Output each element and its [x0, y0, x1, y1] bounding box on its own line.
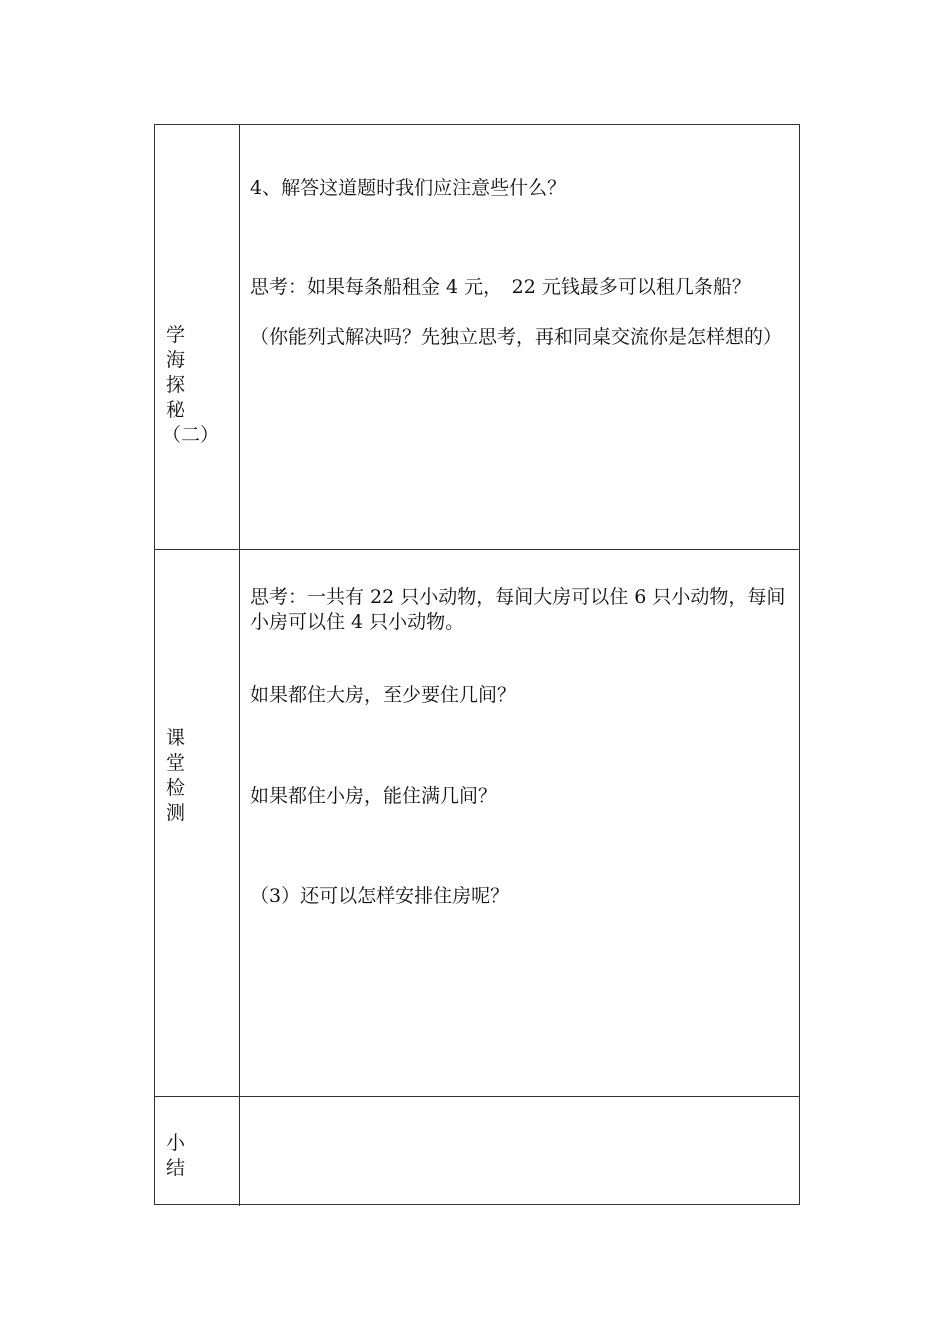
label-char: 学 — [166, 324, 186, 346]
section-label-summary — [166, 1131, 185, 1181]
label-char: 探 — [166, 374, 186, 396]
question-paragraph: （你能列式解决吗？先独立思考，再和同桌交流你是怎样想的） — [250, 326, 783, 348]
section-label-cell — [155, 125, 240, 549]
label-char: 结 — [166, 1157, 186, 1179]
section-row-summary — [155, 1096, 799, 1206]
section-content-cell — [240, 125, 799, 549]
section-content-cell — [240, 550, 799, 1096]
label-char: 测 — [166, 802, 186, 824]
question-paragraph: 思考：如果每条船租金 4 元， 22 元钱最多可以租几条船？ — [250, 276, 751, 298]
section-row-explore — [155, 125, 799, 549]
question-paragraph: 如果都住小房，能住满几间？ — [250, 785, 498, 807]
section-label-cell — [155, 1097, 240, 1206]
question-paragraph: 如果都住大房，至少要住几间？ — [250, 684, 517, 706]
worksheet-table — [154, 124, 800, 1205]
question-paragraph: 思考：一共有 22 只小动物，每间大房可以住 6 只小动物，每间小房可以住 4 只小动物。 — [250, 586, 786, 633]
summary-answer-area[interactable] — [240, 1097, 799, 1206]
label-char: 小 — [166, 1132, 186, 1154]
label-char: 堂 — [166, 752, 186, 774]
question-paragraph: 4、解答这道题时我们应注意些什么？ — [250, 177, 567, 199]
label-char: 课 — [166, 727, 186, 749]
section-label-explore — [162, 323, 220, 448]
label-char: 检 — [166, 777, 186, 799]
section-label-cell — [155, 550, 240, 1096]
section-label-check — [166, 726, 185, 826]
label-char: （二） — [162, 424, 220, 446]
section-row-check — [155, 549, 799, 1096]
label-char: 秘 — [166, 399, 186, 421]
label-char: 海 — [166, 349, 186, 371]
question-paragraph: （3）还可以怎样安排住房呢？ — [250, 885, 510, 907]
